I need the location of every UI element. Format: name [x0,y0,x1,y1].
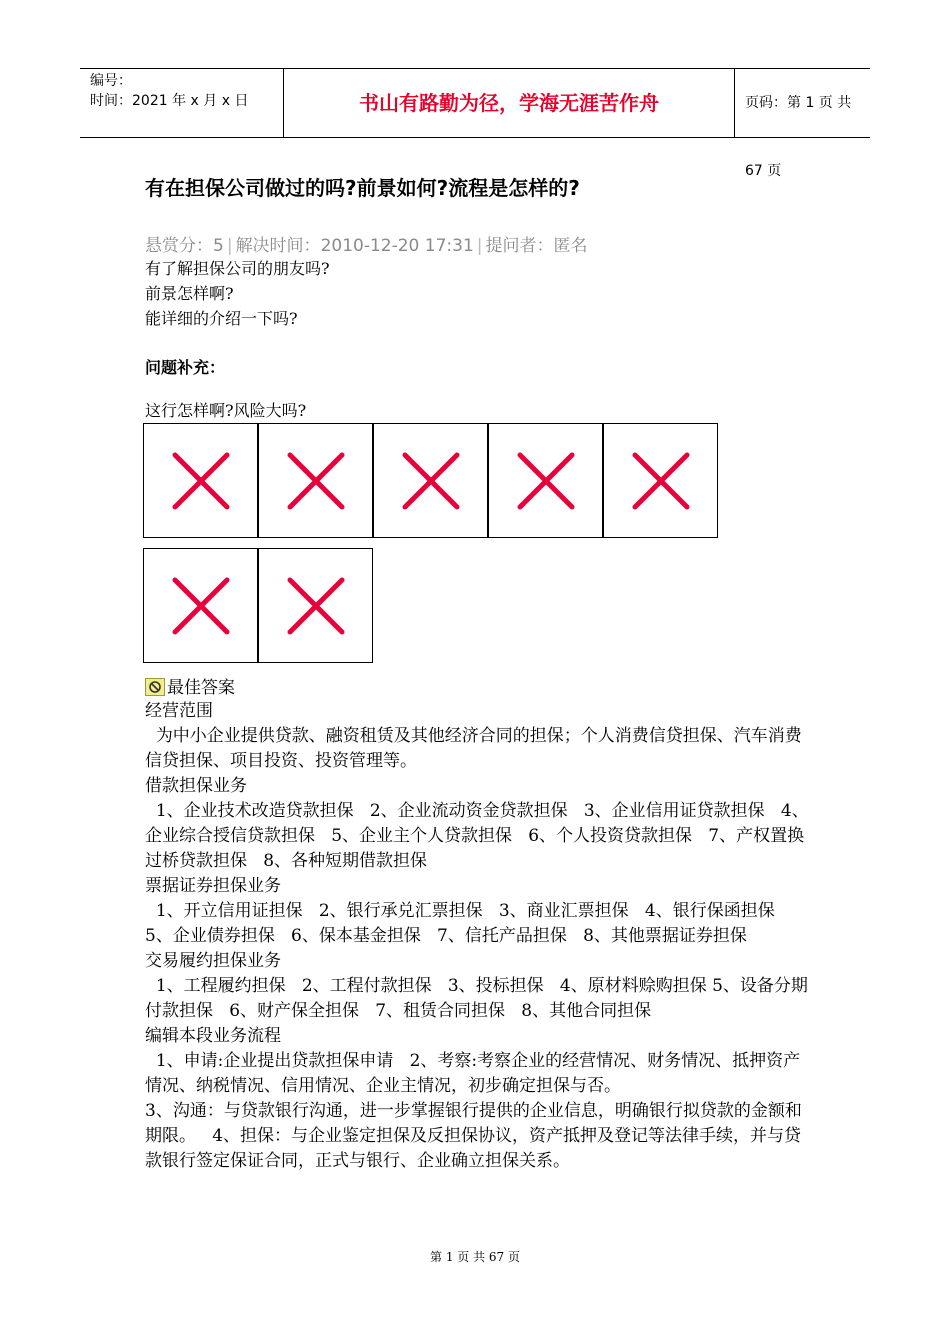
question-meta [145,231,588,256]
red-x-icon [172,577,230,635]
broken-image [603,423,718,538]
red-x-icon [402,452,460,510]
red-x-icon [287,452,345,510]
header-motto: 书山有路勤为径，学海无涯苦作舟 [283,69,735,137]
best-answer-heading [145,673,235,698]
answer-paragraph: 1、企业技术改造贷款担保 2、企业流动资金贷款担保 3、企业信用证贷款担保 4、企业综合授信贷款担保 5、企业主个人贷款担保 6、个人投资贷款担保 7、产权置换过桥贷款担保 8、各种短期借款担保 [145,801,809,871]
page-footer: 第 1 页 共 67 页 [430,1250,520,1264]
section-heading: 票据证券担保业务 [145,876,281,896]
question-line: 前景怎样啊? [145,284,234,303]
red-x-icon [172,452,230,510]
resolved-time: 2010-12-20 17:31 [320,236,474,256]
red-x-icon [287,577,345,635]
asker-name: 匿名 [553,236,588,256]
section-heading: 借款担保业务 [145,776,247,796]
header-page-label: 页码：第 1 页 共 67 页 [745,95,852,179]
number-label: 编号： [90,73,132,89]
time-label: 时间：2021 年 x 月 x 日 [90,93,249,109]
question-title: 有在担保公司做过的吗?前景如何?流程是怎样的? [145,176,580,200]
header-info-cell [80,69,283,137]
broken-image [258,423,373,538]
red-x-icon [517,452,575,510]
broken-image [143,548,258,663]
reward-label: 悬赏分： [145,236,213,256]
answer-paragraph: 3、沟通：与贷款银行沟通，进一步掌握银行提供的企业信息，明确银行拟贷款的金额和期限。 4、担保：与企业鉴定担保及反担保协议，资产抵押及登记等法律手续，并与贷款银行签定保证合同，正式与银行、企业确立担保关系。 [145,1101,802,1171]
page-header [80,68,870,179]
answer-body [145,699,810,1174]
resolved-label: 解决时间： [235,236,321,256]
broken-image [143,423,258,538]
meta-separator: | [476,236,483,256]
broken-image [258,548,373,663]
reward-value: 5 [213,236,224,256]
question-line: 能详细的介绍一下吗? [145,309,298,328]
answer-paragraph: 1、申请:企业提出贷款担保申请 2、考察:考察企业的经营情况、财务情况、抵押资产情况、纳税情况、信用情况、企业主情况，初步确定担保与否。 [145,1051,801,1096]
answer-paragraph: 为中小企业提供贷款、融资租赁及其他经济合同的担保；个人消费信贷担保、汽车消费信贷担保、项目投资、投资管理等。 [145,726,802,771]
supplement-text: 这行怎样啊?风险大吗? [145,401,307,420]
red-x-icon [632,452,690,510]
question-line: 有了解担保公司的朋友吗? [145,259,330,278]
answer-paragraph: 1、工程履约担保 2、工程付款担保 3、投标担保 4、原材料赊购担保 5、设备分期付款担保 6、财产保全担保 7、租赁合同担保 8、其他合同担保 [145,976,808,1021]
best-answer-icon [145,678,165,696]
section-heading: 编辑本段业务流程 [145,1026,281,1046]
section-heading: 经营范围 [145,701,213,721]
supplement-label: 问题补充： [145,358,226,377]
broken-image [373,423,488,538]
best-answer-label: 最佳答案 [167,678,235,698]
section-heading: 交易履约担保业务 [145,951,281,971]
broken-image [488,423,603,538]
meta-separator: | [226,236,233,256]
asker-label: 提问者： [485,236,554,256]
answer-paragraph: 1、开立信用证担保 2、银行承兑汇票担保 3、商业汇票担保 4、银行保函担保 5、企业债券担保 6、保本基金担保 7、信托产品担保 8、其他票据证券担保 [145,901,791,946]
